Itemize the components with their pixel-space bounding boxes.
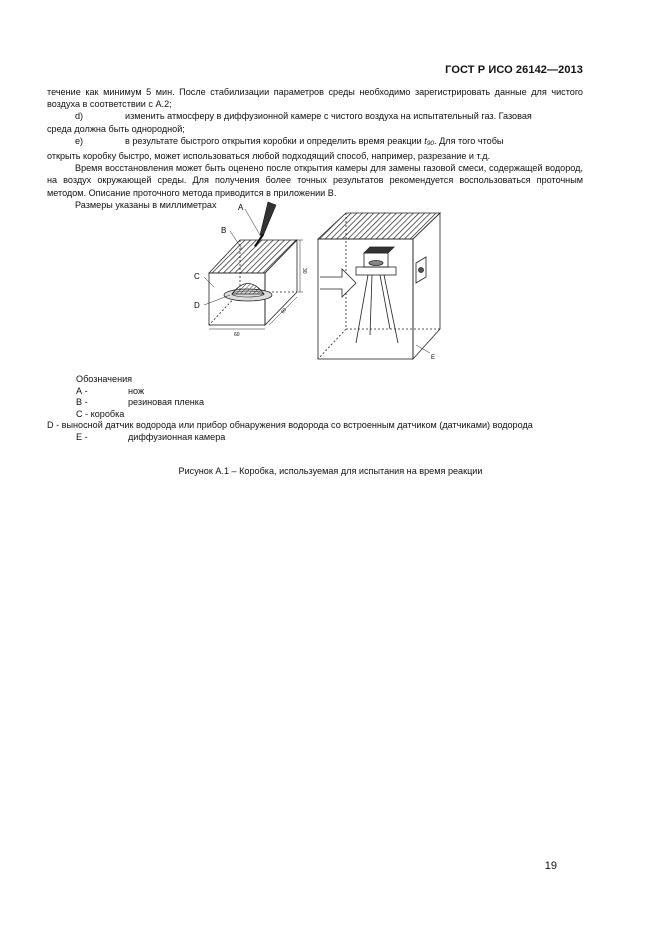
list-text: в результате быстрого открытия коробки и определить время реакции t90. Для того чтобы [125, 135, 504, 147]
list-item-e-continuation: открыть коробку быстро, может использоваться любой подходящий способ, например, разрезание и т.д. [47, 151, 491, 162]
legend-title: Обозначения [76, 374, 133, 384]
legend-item-d [47, 420, 583, 432]
label-a: A [238, 203, 244, 212]
legend-key: В - [76, 397, 88, 408]
legend-item-c [76, 409, 583, 421]
legend [47, 374, 583, 444]
legend-item-e [76, 432, 583, 444]
legend-desc: нож [128, 385, 145, 396]
document-code: ГОСТ Р ИСО 26142—2013 [445, 64, 583, 76]
list-item-d-continuation: среда должна быть однородной; [47, 123, 185, 134]
paragraph-recovery: Время восстановления может быть оценено после открытия камеры для замены газовой смеси, содержащей водород, на воздух окружающей среды. Для получения более точных результатов рекомендуется воспользоваться проточным методом. Описание проточного метода приводится в приложении В. [47, 163, 583, 198]
label-e: E [431, 355, 436, 361]
list-marker: d) [75, 111, 84, 122]
page-number: 19 [544, 860, 557, 872]
list-item-d [47, 110, 583, 122]
label-c: C [194, 272, 200, 281]
legend-item-a [76, 386, 583, 398]
test-box-drawing [209, 240, 303, 329]
legend-key: А - [76, 385, 88, 396]
body-text [47, 86, 583, 211]
dim-width: 60 [234, 332, 240, 338]
list-marker: e) [75, 135, 84, 146]
figure-a1 [180, 197, 480, 372]
figure-caption: Рисунок А.1 – Коробка, используемая для испытания на время реакции [178, 466, 483, 476]
diffusion-chamber-drawing [318, 213, 440, 359]
dim-height: 30 [301, 268, 307, 274]
legend-key: Е - [76, 431, 88, 442]
legend-desc: резиновая пленка [128, 397, 205, 408]
list-item-e [47, 135, 583, 150]
label-b: B [221, 226, 227, 235]
legend-key: D - [47, 420, 60, 431]
label-d: D [194, 301, 200, 310]
paragraph-dimensions: Размеры указаны в миллиметрах [75, 199, 217, 210]
list-text: изменить атмосферу в диффузионной камере с чистого воздуха на испытательный газ. Газовая [125, 111, 532, 122]
legend-desc: диффузионная камера [128, 431, 226, 442]
legend-desc: выносной датчик водорода или прибор обнаружения водорода со встроенным датчиком (датчиками) водорода [61, 420, 533, 431]
paragraph-continuation: течение как минимум 5 мин. После стабилизации параметров среды необходимо зарегистрировать данные для чистого воздуха в соответствии с А.2; [47, 87, 583, 110]
dim-depth: 60 [279, 307, 289, 316]
legend-key: С - коробка [76, 408, 125, 419]
legend-item-b [76, 397, 583, 409]
